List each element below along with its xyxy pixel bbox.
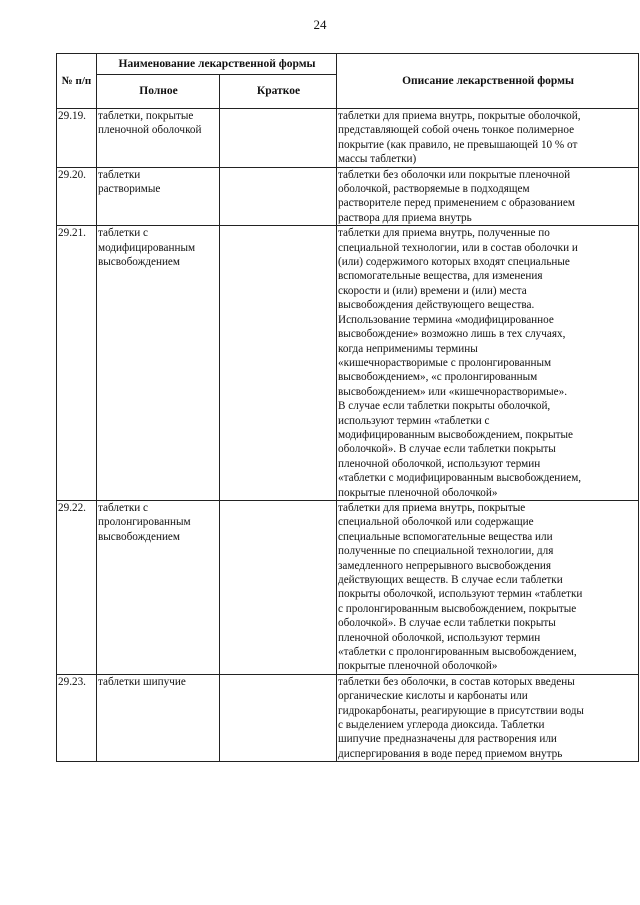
description-line: полученные по специальной технологии, для <box>338 545 554 558</box>
table-body <box>57 109 639 762</box>
description-line: когда неприменимы термины <box>338 342 478 355</box>
description-line: скорости и (или) времени и (или) места <box>338 284 527 297</box>
full-name-line: пролонгированным <box>98 516 191 529</box>
description-line: таблетки без оболочки или покрытые пленочной <box>338 168 571 181</box>
full-name-line: таблетки шипучие <box>98 675 186 688</box>
row-number: 29.20. <box>57 167 97 226</box>
description-line: «кишечнорастворимые с пролонгированным <box>338 356 552 369</box>
table-row <box>57 109 639 168</box>
description-line: покрытые пленочной оболочкой» <box>338 486 498 499</box>
dosage-forms-table <box>56 53 639 762</box>
full-name-cell <box>97 674 220 761</box>
table-row <box>57 167 639 226</box>
description-line: массы таблетки) <box>338 153 417 166</box>
row-number: 29.19. <box>57 109 97 168</box>
description-line: специальной технологии, или в состав оболочки и <box>338 241 578 254</box>
full-name-line: модифицированным <box>98 241 196 254</box>
description-line: специальные вспомогательные вещества или <box>338 530 553 543</box>
description-cell <box>337 167 639 226</box>
full-name-line: таблетки с <box>98 227 149 240</box>
description-line: высвобождение» возможно лишь в тех случаях, <box>338 328 566 341</box>
description-line: покрытие (как правило, не превышающей 10 % от <box>338 138 578 151</box>
description-line: органические кислоты и карбонаты или <box>338 690 528 703</box>
table-row <box>57 226 639 501</box>
full-name-line: таблетки, покрытые <box>98 110 194 122</box>
description-line: покрытые пленочной оболочкой» <box>338 660 498 673</box>
description-line: высвобождением», «с пролонгированным <box>338 371 538 384</box>
description-line: оболочкой». В случае если таблетки покрыты <box>338 443 556 456</box>
description-cell <box>337 226 639 501</box>
description-line: В случае если таблетки покрыты оболочкой, <box>338 400 551 413</box>
description-line: вспомогательные вещества, для изменения <box>338 270 543 283</box>
full-name-cell <box>97 109 220 168</box>
short-name-cell <box>220 167 337 226</box>
description-line: гидрокарбонаты, реагирующие в присутствии воды <box>338 704 584 717</box>
full-name-line: пленочной оболочкой <box>98 124 202 137</box>
full-name-line: таблетки <box>98 168 141 181</box>
short-name-cell <box>220 674 337 761</box>
description-line: «таблетки с пролонгированным высвобождением, <box>338 646 577 659</box>
row-number: 29.21. <box>57 226 97 501</box>
description-cell <box>337 500 639 674</box>
header-name-group: Наименование лекарственной формы <box>97 54 337 75</box>
description-line: оболочкой, растворяемые в подходящем <box>338 183 530 196</box>
description-line: с пролонгированным высвобождением, покрытые <box>338 602 577 615</box>
table-header <box>57 54 639 109</box>
description-line: «таблетки с модифицированным высвобождением, <box>338 472 582 485</box>
description-line: оболочкой». В случае если таблетки покрыты <box>338 617 556 630</box>
full-name-cell <box>97 226 220 501</box>
description-line: шипучие предназначены для растворения или <box>338 733 557 746</box>
description-line: таблетки для приема внутрь, покрытые <box>338 501 526 514</box>
full-name-cell <box>97 167 220 226</box>
description-line: пленочной оболочкой, используют термин <box>338 457 541 470</box>
short-name-cell <box>220 500 337 674</box>
row-number: 29.23. <box>57 674 97 761</box>
full-name-cell <box>97 500 220 674</box>
header-full-name: Полное <box>97 75 220 109</box>
description-line: модифицированным высвобождением, покрытые <box>338 428 573 441</box>
description-line: диспергирования в воде перед приемом внутрь <box>338 747 563 760</box>
header-short-name: Краткое <box>220 75 337 109</box>
description-line: высвобождения действующего вещества. <box>338 299 535 312</box>
full-name-line: высвобождением <box>98 256 180 269</box>
description-line: используют термин «таблетки с <box>338 414 490 427</box>
description-line: представляющей собой очень тонкое полимерное <box>338 124 575 137</box>
description-line: специальной оболочкой или содержащие <box>338 516 534 529</box>
description-cell <box>337 674 639 761</box>
full-name-line: высвобождением <box>98 530 180 543</box>
short-name-cell <box>220 226 337 501</box>
description-line: таблетки без оболочки, в состав которых введены <box>338 675 575 688</box>
row-number: 29.22. <box>57 500 97 674</box>
description-line: таблетки для приема внутрь, покрытые оболочкой, <box>338 110 581 122</box>
description-line: с выделением углерода диоксида. Таблетки <box>338 719 545 732</box>
description-line: растворителе перед применением с образованием <box>338 197 575 210</box>
description-line: Использование термина «модифицированное <box>338 313 554 326</box>
description-line: пленочной оболочкой, используют термин <box>338 631 541 644</box>
description-line: таблетки для приема внутрь, полученные по <box>338 227 550 240</box>
short-name-cell <box>220 109 337 168</box>
table-row <box>57 500 639 674</box>
description-line: замедленного непрерывного высвобождения <box>338 559 552 572</box>
description-line: высвобождением» или «кишечнорастворимые». <box>338 385 568 398</box>
description-line: раствора для приема внутрь <box>338 211 472 224</box>
description-line: действующих веществ. В случае если таблетки <box>338 574 563 586</box>
description-cell <box>337 109 639 168</box>
table-row <box>57 674 639 761</box>
full-name-line: растворимые <box>98 183 161 196</box>
full-name-line: таблетки с <box>98 501 149 514</box>
description-line: покрыты оболочкой, используют термин «таблетки <box>338 588 583 601</box>
page-number: 24 <box>313 17 327 32</box>
description-line: (или) содержимого которых входят специальные <box>338 256 570 269</box>
header-number: № п/п <box>57 54 97 109</box>
header-description: Описание лекарственной формы <box>337 54 639 109</box>
